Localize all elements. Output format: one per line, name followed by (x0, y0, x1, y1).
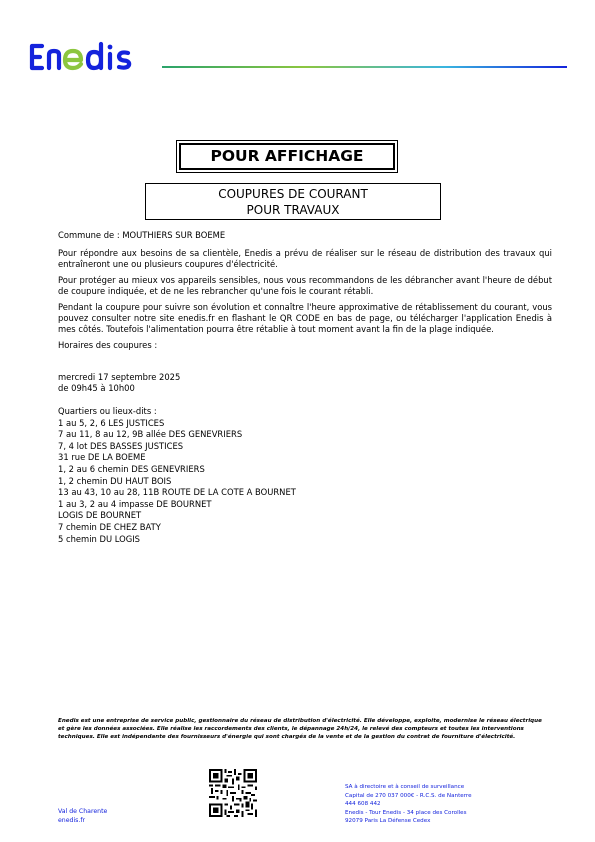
horaires-label: Horaires des coupures : (58, 340, 158, 350)
company-line-1: SA à directoire et à conseil de surveillance (345, 784, 465, 790)
list-item: LOGIS DE BOURNET (58, 510, 142, 521)
notice-title: POUR AFFICHAGE (179, 143, 395, 170)
paragraph-follow: Pendant la coupure pour suivre son évolution et connaître l'heure approximative de rétablissement du courant, vous pouvez consulter notre site enedis.fr en flashant le QR CODE en bas de page, ou télécharger l'application Enedis à mes côtés. Toutefois l'alimentation pourra être rétablie à tout moment avant la fin de la plage indiquée. (58, 302, 552, 334)
list-item: 1 au 3, 2 au 4 impasse DE BOURNET (58, 498, 212, 509)
outage-time: de 09h45 à 10h00 (58, 383, 135, 393)
paragraph-intro: Pour répondre aux besoins de sa clientèle, Enedis a prévu de réaliser sur le réseau de distribution des travaux qui entraîneront une ou plusieurs coupures d'électricité. (58, 248, 552, 269)
company-line-2: Capital de 270 037 000€ - R.C.S. de Nanterre (345, 792, 472, 799)
quartiers-label: Quartiers ou lieux-dits : (58, 406, 157, 416)
subtitle-line-2: POUR TRAVAUX (246, 203, 340, 217)
list-item: 1, 2 chemin DU HAUT BOIS (58, 475, 172, 486)
list-item: 7, 4 lot DES BASSES JUSTICES (58, 440, 184, 451)
qr-code-icon[interactable] (209, 769, 257, 817)
outage-date: mercredi 17 septembre 2025 (58, 372, 181, 382)
list-item: 7 au 11, 8 au 12, 9B allée DES GENEVRIERS (58, 429, 243, 440)
list-item: 1 au 5, 2, 6 LES JUSTICES (58, 417, 165, 428)
company-line-3: 444 608 442 (345, 801, 381, 808)
list-item: 1, 2 au 6 chemin DES GENEVRIERS (58, 463, 205, 474)
notice-subtitle-box (145, 183, 441, 220)
footer-left (58, 808, 107, 825)
company-line-4: Enedis - Tour Enedis - 34 place des Corolles (345, 809, 467, 816)
company-line-5: 92079 Paris La Défense Cedex (345, 818, 431, 825)
list-item: 13 au 43, 10 au 28, 11B ROUTE DE LA COTE A BOURNET (58, 487, 296, 498)
paragraph-protect: Pour protéger au mieux vos appareils sensibles, nous vous recommandons de les débrancher avant l'heure de début de coupure indiquée, et de ne les rebrancher qu'une fois le courant rétabli. (58, 275, 552, 296)
region-name: Val de Charente (58, 808, 108, 815)
commune-line: Commune de : MOUTHIERS SUR BOEME (58, 230, 226, 240)
footer-disclaimer: Enedis est une entreprise de service public, gestionnaire du réseau de distribution d'électricité. Elle développe, exploite, modernise le réseau électrique et gère les données associées. Elle réalise les raccordements des clients, le dépannage 24h/24, le relevé des compteurs et toutes les interventions techniques. Elle est indépendante des fournisseurs d'énergie qui sont chargés de la vente et de la gestion du contrat de fourniture d'électricité. (58, 718, 542, 740)
list-item: 5 chemin DU LOGIS (58, 533, 140, 544)
list-item: 7 chemin DE CHEZ BATY (58, 521, 161, 532)
subtitle-line-1: COUPURES DE COURANT (218, 187, 368, 201)
footer-right (345, 783, 472, 826)
locations-list (58, 406, 552, 545)
website-link[interactable]: enedis.fr (58, 816, 86, 824)
enedis-logo (28, 40, 160, 72)
list-item: 31 rue DE LA BOEME (58, 452, 146, 463)
notice-body (58, 230, 552, 545)
logo-gradient-line (162, 66, 567, 68)
